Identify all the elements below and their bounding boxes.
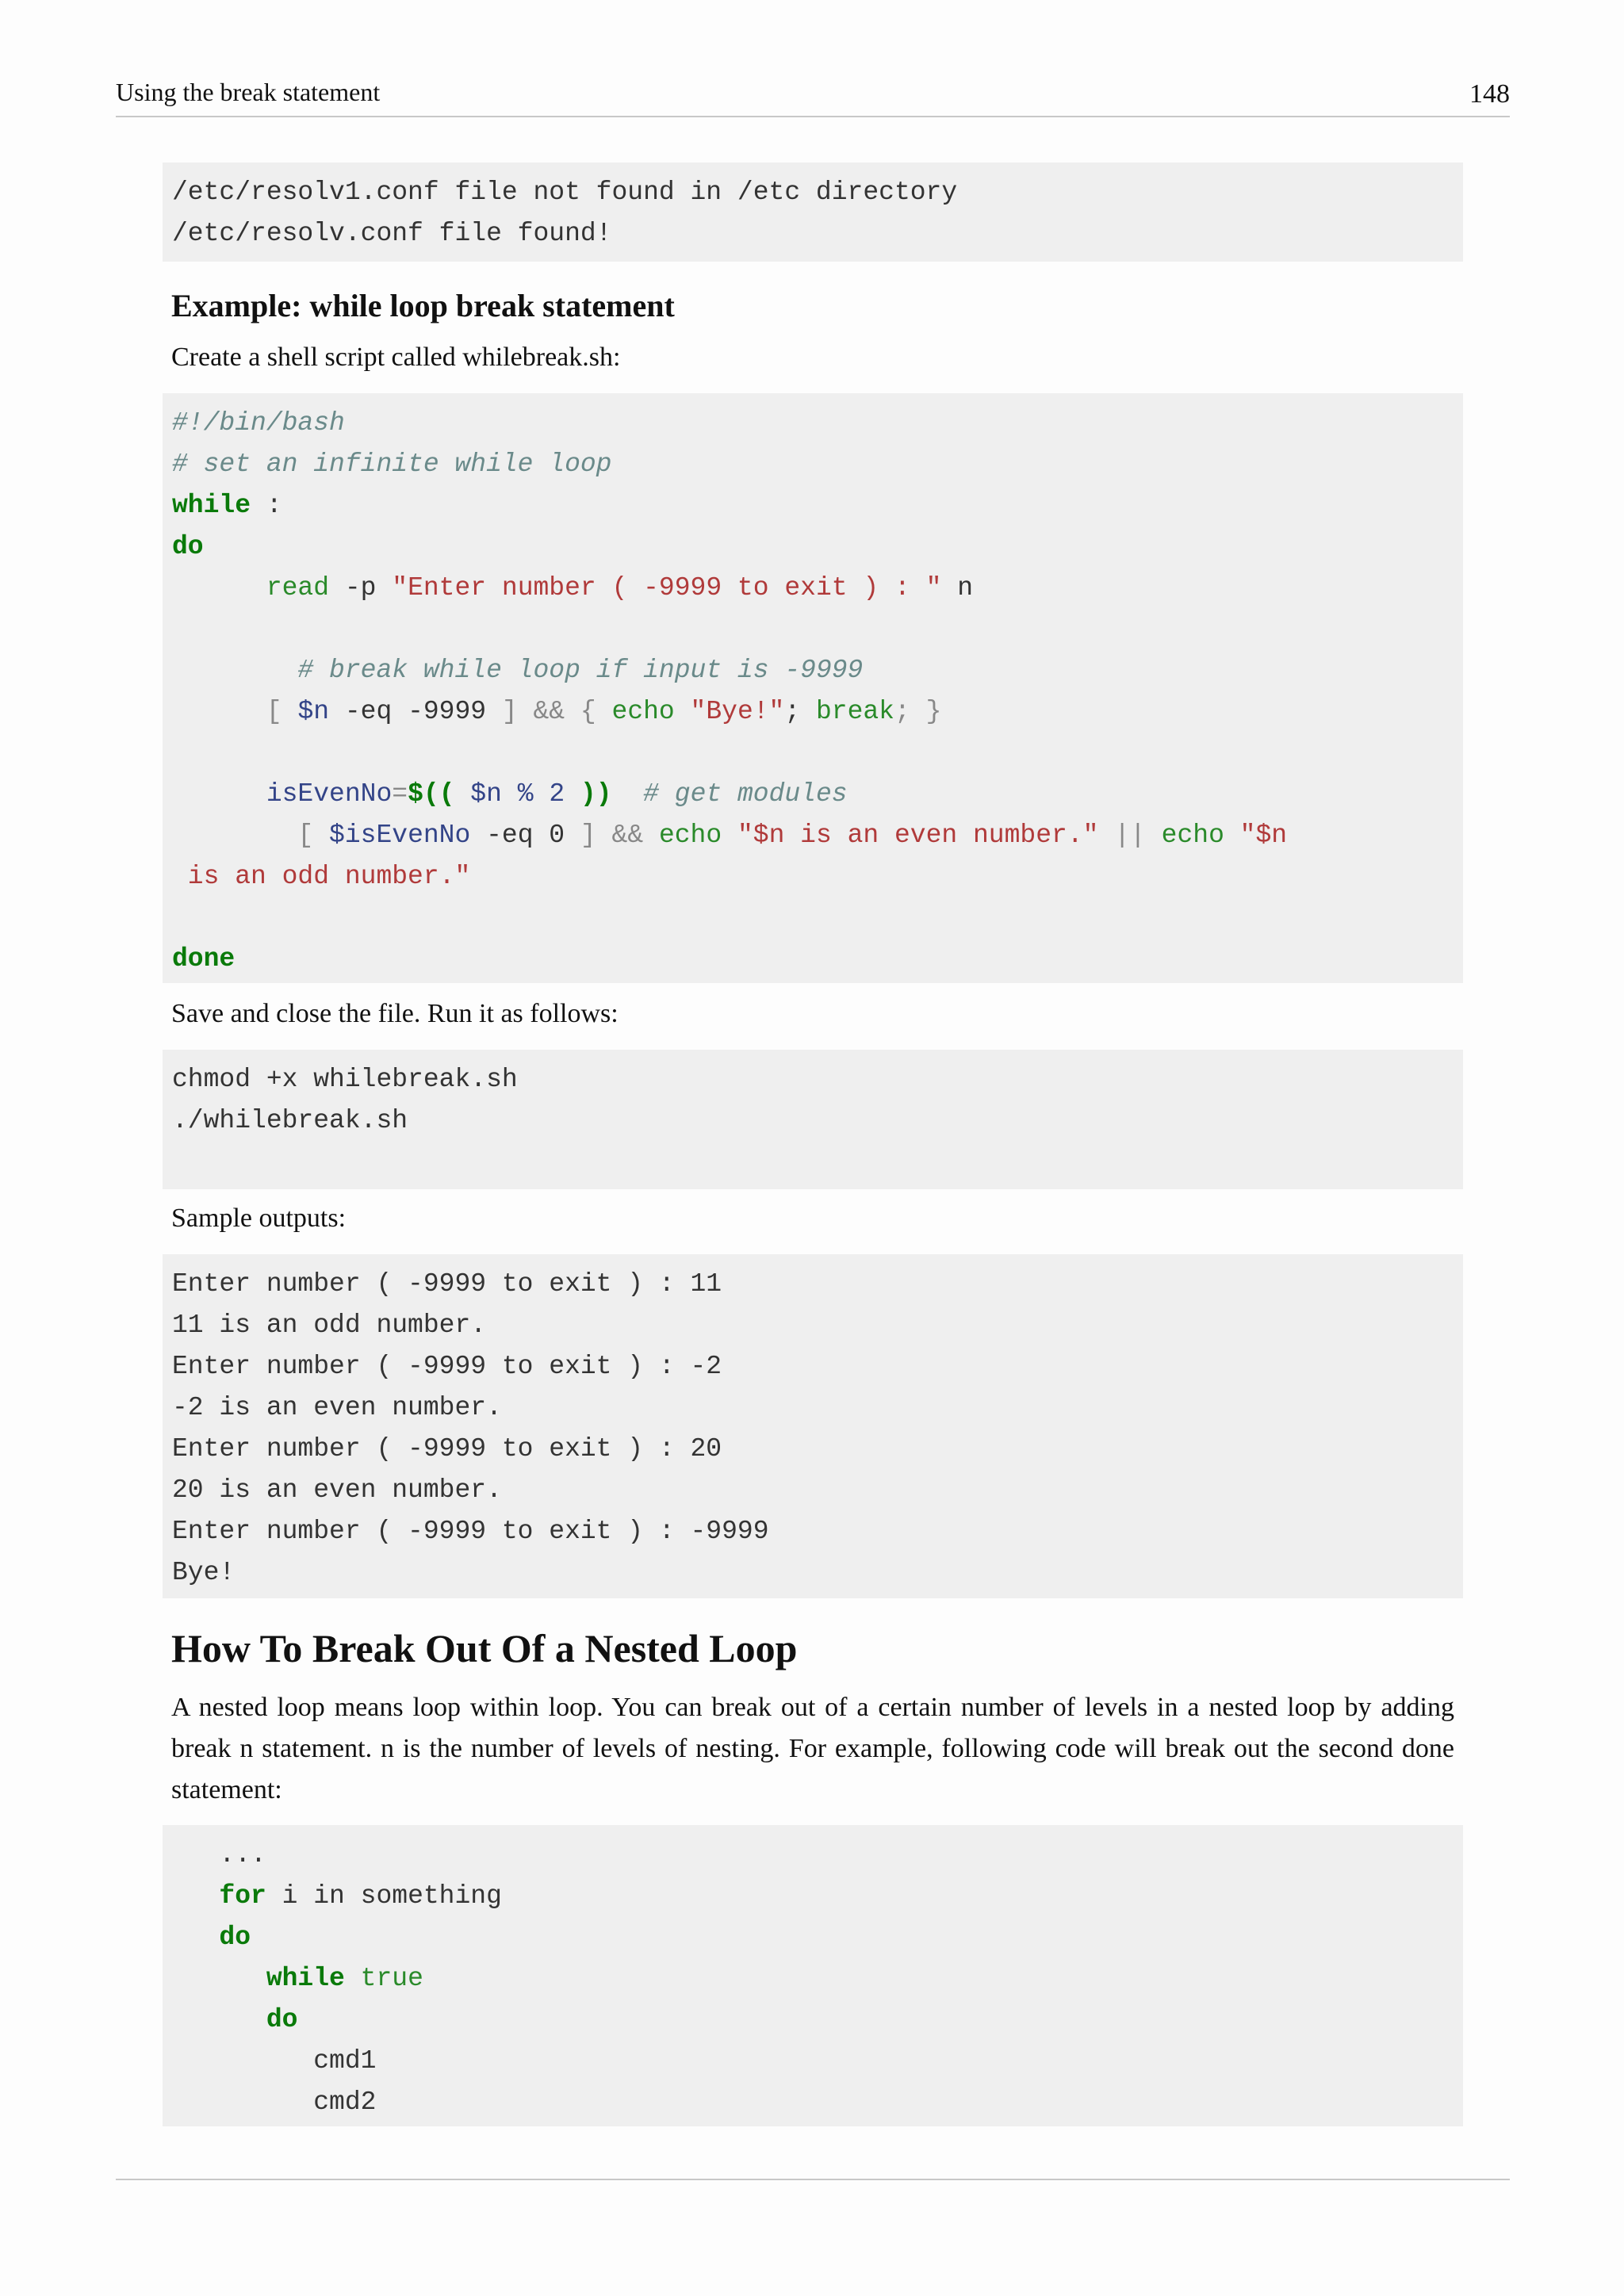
code-block-nested-loop	[163, 1825, 1463, 2126]
code-keyword: do	[219, 1923, 251, 1952]
sample-outputs-label: Sample outputs:	[171, 1203, 347, 1233]
code-line: Enter number ( -9999 to exit ) : 11	[172, 1269, 722, 1299]
code-block-sample-output	[163, 1254, 1463, 1598]
code-line	[172, 815, 1463, 856]
code-line-blank	[172, 897, 1463, 939]
code-operator: ] && {	[501, 697, 612, 726]
code-string: "Enter number ( -9999 to exit ) : "	[392, 573, 942, 603]
code-keyword: while	[172, 491, 251, 520]
code-builtin: true	[344, 1964, 423, 1993]
code-indent	[172, 2005, 266, 2034]
code-line: cmd1	[172, 2046, 377, 2076]
code-string: is an odd number."	[172, 862, 471, 891]
code-text: -eq -9999	[329, 697, 502, 726]
code-block-resolv-output	[163, 163, 1463, 262]
code-keyword: ))	[580, 779, 612, 809]
page-number: 148	[1469, 79, 1510, 109]
code-text: :	[251, 491, 282, 520]
code-line: /etc/resolv.conf file found!	[172, 219, 612, 248]
code-line: ./whilebreak.sh	[172, 1106, 408, 1135]
code-operator: ||	[1098, 821, 1162, 850]
code-line	[172, 1999, 1463, 2041]
code-comment: # get modules	[611, 779, 848, 809]
code-indent	[172, 779, 266, 809]
code-line	[172, 774, 1463, 815]
code-text: -eq 0	[470, 821, 580, 850]
code-line	[172, 444, 1463, 485]
code-line	[172, 1876, 1463, 1917]
code-indent	[172, 1923, 219, 1952]
code-variable: isEvenNo	[266, 779, 393, 809]
code-operator: =	[392, 779, 408, 809]
intro-text: Create a shell script called whilebreak.sh:	[171, 342, 621, 372]
code-line	[172, 568, 1463, 609]
code-line: /etc/resolv1.conf file not found in /etc directory	[172, 178, 958, 207]
code-keyword: for	[219, 1881, 266, 1911]
code-indent	[172, 1964, 266, 1993]
code-line-blank	[172, 609, 1463, 650]
code-line: cmd2	[172, 2087, 377, 2117]
code-line: 20 is an even number.	[172, 1475, 502, 1505]
code-indent	[172, 1881, 219, 1911]
code-line: Enter number ( -9999 to exit ) : -9999	[172, 1517, 769, 1546]
code-indent	[172, 573, 266, 603]
code-string: "$n	[1224, 821, 1288, 850]
code-comment: # set an infinite while loop	[172, 450, 612, 479]
code-operator: [	[297, 821, 330, 850]
code-indent	[172, 821, 297, 850]
code-line: Enter number ( -9999 to exit ) : 20	[172, 1434, 722, 1464]
nested-loop-paragraph: A nested loop means loop within loop. You can break out of a certain number of levels in a nested loop by adding break n statement. n is the number of levels of nesting. For example, following code will break out the second done statement:	[171, 1693, 1454, 1804]
code-line: 11 is an odd number.	[172, 1311, 487, 1340]
code-keyword: $((	[408, 779, 455, 809]
code-text: n	[941, 573, 973, 603]
code-comment: #!/bin/bash	[172, 408, 345, 438]
page-header	[116, 78, 1510, 117]
code-builtin: break	[815, 697, 894, 726]
code-operator: ] &&	[580, 821, 659, 850]
code-line	[172, 691, 1463, 733]
code-builtin: echo	[1161, 821, 1224, 850]
code-variable: $n % 2	[454, 779, 580, 809]
code-builtin: echo	[611, 697, 675, 726]
code-text: -p	[329, 573, 393, 603]
code-keyword: do	[172, 532, 204, 561]
code-comment: # break while loop if input is -9999	[297, 656, 864, 685]
section-heading-while-break: Example: while loop break statement	[171, 288, 675, 323]
code-variable: $n	[297, 697, 330, 726]
code-line: -2 is an even number.	[172, 1393, 502, 1422]
code-line	[172, 650, 1463, 691]
code-block-whilebreak-script	[163, 393, 1463, 983]
code-line	[172, 856, 1463, 897]
code-variable: $isEvenNo	[329, 821, 471, 850]
code-text: ;	[784, 697, 816, 726]
code-block-run-commands	[163, 1050, 1463, 1189]
section-heading-nested-loop: How To Break Out Of a Nested Loop	[171, 1626, 798, 1670]
code-line	[172, 403, 1463, 444]
running-title: Using the break statement	[116, 78, 381, 106]
code-operator: ; }	[894, 697, 942, 726]
code-line-blank	[172, 733, 1463, 774]
code-line: chmod +x whilebreak.sh	[172, 1065, 518, 1094]
code-indent	[172, 697, 266, 726]
code-keyword: while	[266, 1964, 345, 1993]
code-line: ...	[172, 1840, 266, 1869]
code-builtin: echo	[658, 821, 722, 850]
code-line: Bye!	[172, 1558, 236, 1587]
code-indent	[172, 656, 297, 685]
code-line	[172, 526, 1463, 568]
code-line	[172, 939, 1463, 980]
code-line	[172, 1958, 1463, 1999]
code-line: Enter number ( -9999 to exit ) : -2	[172, 1352, 722, 1381]
code-builtin: read	[266, 573, 330, 603]
footer-divider	[116, 2179, 1510, 2180]
save-instruction-text: Save and close the file. Run it as follows:	[171, 999, 619, 1028]
code-text: i in something	[266, 1881, 502, 1911]
code-line	[172, 1917, 1463, 1958]
code-string: "Bye!"	[674, 697, 785, 726]
code-keyword: do	[266, 2005, 298, 2034]
code-string: "$n is an even number."	[722, 821, 1099, 850]
code-line	[172, 485, 1463, 526]
code-keyword: done	[172, 944, 236, 974]
code-operator: [	[266, 697, 298, 726]
